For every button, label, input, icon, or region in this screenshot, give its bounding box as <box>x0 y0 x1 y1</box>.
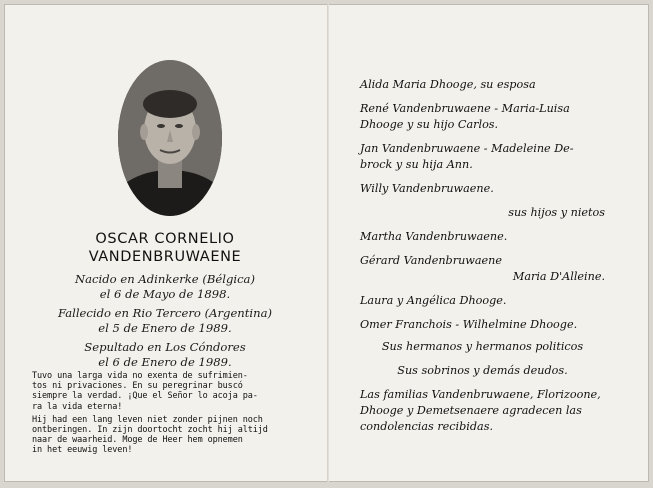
mourner-son-jan-cont: brock y su hija Ann. <box>360 158 473 171</box>
life-facts <box>20 272 310 370</box>
verse-nl-line: in het eeuwig leven! <box>32 445 133 456</box>
verse-nl-line: ontberingen. In zijn doortocht zocht hij altijd <box>32 425 268 436</box>
verse-es-line: Tuvo una larga vida no exenta de sufrimien- <box>32 371 248 381</box>
birth-place: Nacido en Adinkerke (Bélgica) <box>75 272 255 286</box>
memorial-verse <box>32 371 290 456</box>
verse-nl-line: Hij had een lang leven niet zonder pijnen noch <box>32 414 263 425</box>
portrait-photo <box>118 60 222 216</box>
thanks-line2: Dhooge y Demetsenaere agradecen las <box>360 404 582 417</box>
mourner-son-jan: Jan Vandenbruwaene - Madeleine De- <box>360 142 574 155</box>
nephews-line: Sus sobrinos y demás deudos. <box>397 364 568 377</box>
verse-nl-line: naar de waarheid. Moge de Heer hem opnemen <box>32 435 243 446</box>
deceased-name-line2: VANDENBRUWAENE <box>88 249 242 265</box>
death-place: Fallecido en Rio Tercero (Argentina) <box>57 306 273 320</box>
thanks-line3: condolencias recibidas. <box>360 420 493 433</box>
verse-es-line: tos ni privaciones. En su peregrinar buscó <box>32 381 243 392</box>
birth-date: el 6 de Mayo de 1898. <box>99 287 231 301</box>
mourner-son-rene-cont: Dhooge y su hijo Carlos. <box>360 118 499 131</box>
verse-es-line: ra la vida eterna! <box>32 401 123 412</box>
burial-date: el 6 de Enero de 1989. <box>98 355 232 369</box>
thanks-line1: Las familias Vandenbruwaene, Florizoone, <box>360 388 601 401</box>
mourner-omer-wilhelmine: Omer Franchois - Wilhelmine Dhooge. <box>360 318 578 331</box>
burial-place: Sepultado en Los Cóndores <box>84 340 246 354</box>
siblings-line: Sus hermanos y hermanos politicos <box>381 340 584 353</box>
deceased-name-line1: OSCAR CORNELIO <box>95 231 235 247</box>
mourner-son-willy: Willy Vandenbruwaene. <box>360 182 494 195</box>
verse-es-line: siempre la verdad. ¡Que el Señor lo acoja pa- <box>32 391 258 402</box>
children-grandchildren: sus hijos y nietos <box>508 206 605 219</box>
mourner-gerard-spouse: Maria D'Alleine. <box>512 270 605 283</box>
mourner-gerard: Gérard Vandenbruwaene <box>360 254 502 267</box>
portrait-image <box>118 60 222 216</box>
mourner-laura-angelica: Laura y Angélica Dhooge. <box>360 294 507 307</box>
mourner-spouse: Alida Maria Dhooge, su esposa <box>360 78 536 91</box>
mourner-son-rene: René Vandenbruwaene - Maria-Luisa <box>360 102 570 115</box>
death-date: el 5 de Enero de 1989. <box>98 321 232 335</box>
mourner-martha: Martha Vandenbruwaene. <box>360 230 508 243</box>
card-fold <box>327 4 329 482</box>
